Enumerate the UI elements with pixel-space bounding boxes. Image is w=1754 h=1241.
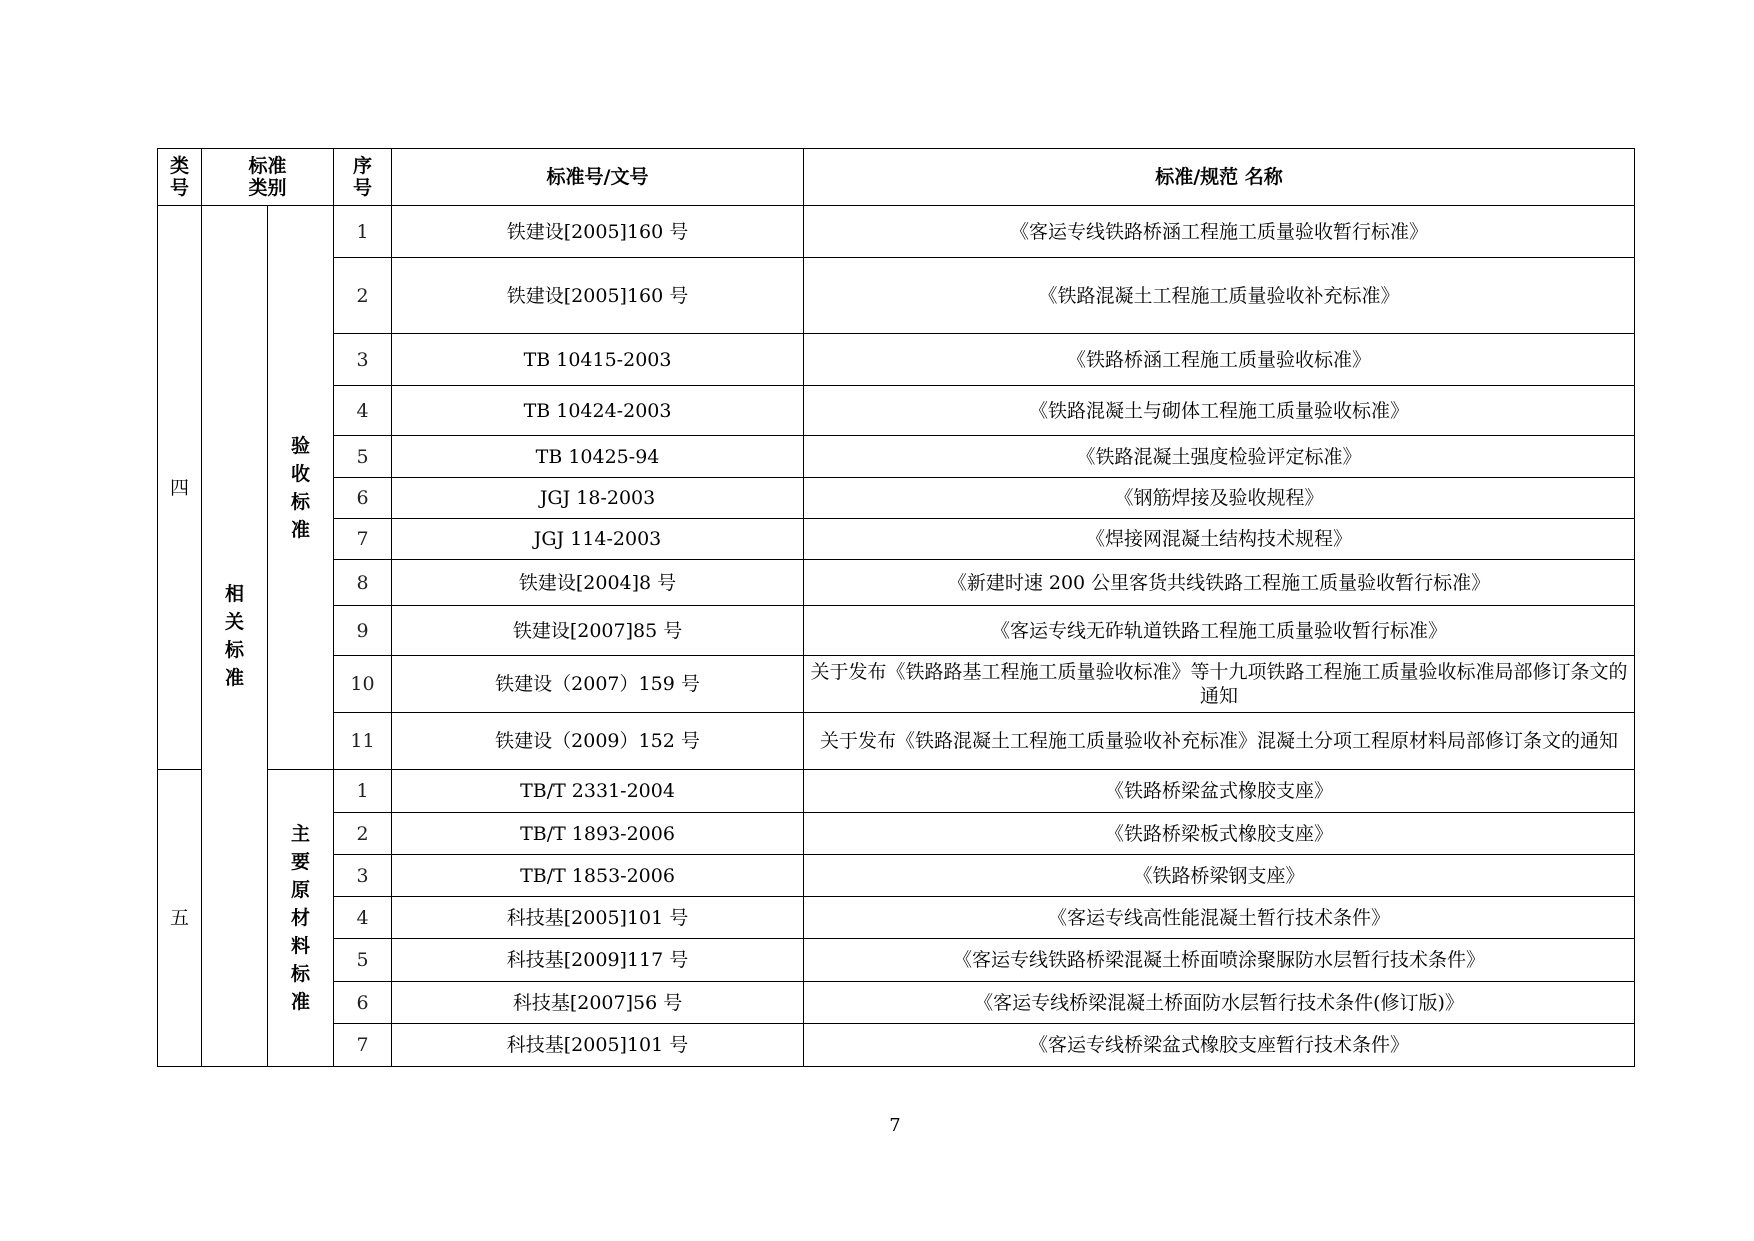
table-body [158, 206, 1635, 1067]
row-seq: 6 [334, 478, 392, 519]
table-row [158, 386, 1635, 436]
row-name: 《客运专线桥梁混凝土桥面防水层暂行技术条件(修订版)》 [804, 982, 1635, 1024]
row-code: TB/T 1853-2006 [392, 855, 804, 897]
table-row [158, 1024, 1635, 1067]
row-seq: 6 [334, 982, 392, 1024]
row-name: 《客运专线桥梁盆式橡胶支座暂行技术条件》 [804, 1024, 1635, 1067]
sub-category: 验收标准 [268, 206, 334, 770]
table-row [158, 813, 1635, 855]
row-code: 铁建设[2005]160 号 [392, 258, 804, 334]
row-code: TB/T 2331-2004 [392, 770, 804, 813]
row-name: 《焊接网混凝土结构技术规程》 [804, 519, 1635, 560]
table-row [158, 206, 1635, 258]
row-code: TB 10424-2003 [392, 386, 804, 436]
row-code: 科技基[2007]56 号 [392, 982, 804, 1024]
row-code: 铁建设（2007）159 号 [392, 656, 804, 713]
row-name: 《客运专线铁路桥梁混凝土桥面喷涂聚脲防水层暂行技术条件》 [804, 939, 1635, 982]
row-seq: 1 [334, 206, 392, 258]
main-category: 相关标准 [202, 206, 268, 1067]
row-seq: 5 [334, 939, 392, 982]
table-row [158, 897, 1635, 939]
table-row [158, 606, 1635, 656]
row-name: 《客运专线铁路桥涵工程施工质量验收暂行标准》 [804, 206, 1635, 258]
row-seq: 4 [334, 386, 392, 436]
row-seq: 3 [334, 334, 392, 386]
row-name: 《客运专线高性能混凝土暂行技术条件》 [804, 897, 1635, 939]
row-code: TB 10415-2003 [392, 334, 804, 386]
row-seq: 1 [334, 770, 392, 813]
table-row [158, 770, 1635, 813]
row-code: 科技基[2005]101 号 [392, 1024, 804, 1067]
row-seq: 11 [334, 713, 392, 770]
table-row [158, 982, 1635, 1024]
row-name: 《客运专线无砟轨道铁路工程施工质量验收暂行标准》 [804, 606, 1635, 656]
category-number: 四 [158, 206, 202, 770]
table-row [158, 656, 1635, 713]
sub-category: 主要原材料标准 [268, 770, 334, 1067]
row-name: 《铁路桥梁板式橡胶支座》 [804, 813, 1635, 855]
header-code: 标准号/文号 [392, 149, 804, 206]
row-name: 《钢筋焊接及验收规程》 [804, 478, 1635, 519]
row-seq: 2 [334, 258, 392, 334]
page-number: 7 [889, 1115, 901, 1136]
row-code: 科技基[2009]117 号 [392, 939, 804, 982]
row-name: 《铁路混凝土工程施工质量验收补充标准》 [804, 258, 1635, 334]
header-name: 标准/规范 名称 [804, 149, 1635, 206]
row-name: 关于发布《铁路路基工程施工质量验收标准》等十九项铁路工程施工质量验收标准局部修订条文的通知 [804, 656, 1635, 713]
row-code: TB 10425-94 [392, 436, 804, 478]
row-seq: 9 [334, 606, 392, 656]
table-row [158, 560, 1635, 606]
row-name: 《铁路混凝土与砌体工程施工质量验收标准》 [804, 386, 1635, 436]
row-code: JGJ 18-2003 [392, 478, 804, 519]
row-code: 铁建设（2009）152 号 [392, 713, 804, 770]
row-seq: 8 [334, 560, 392, 606]
table-row [158, 334, 1635, 386]
row-seq: 7 [334, 519, 392, 560]
table-row [158, 258, 1635, 334]
row-seq: 10 [334, 656, 392, 713]
row-name: 《新建时速 200 公里客货共线铁路工程施工质量验收暂行标准》 [804, 560, 1635, 606]
row-code: TB/T 1893-2006 [392, 813, 804, 855]
table-row [158, 436, 1635, 478]
table-row [158, 939, 1635, 982]
standards-table [157, 148, 1635, 1067]
row-seq: 2 [334, 813, 392, 855]
row-name: 《铁路桥梁钢支座》 [804, 855, 1635, 897]
row-code: 铁建设[2007]85 号 [392, 606, 804, 656]
header-category-no: 类号 [158, 149, 202, 206]
header-row [158, 149, 1635, 206]
row-code: 科技基[2005]101 号 [392, 897, 804, 939]
row-code: JGJ 114-2003 [392, 519, 804, 560]
row-seq: 4 [334, 897, 392, 939]
row-seq: 5 [334, 436, 392, 478]
row-seq: 7 [334, 1024, 392, 1067]
table-row [158, 519, 1635, 560]
row-name: 《铁路桥涵工程施工质量验收标准》 [804, 334, 1635, 386]
table-row [158, 478, 1635, 519]
header-standard-type: 标准类别 [202, 149, 334, 206]
row-name: 《铁路桥梁盆式橡胶支座》 [804, 770, 1635, 813]
row-name: 关于发布《铁路混凝土工程施工质量验收补充标准》混凝土分项工程原材料局部修订条文的通知 [804, 713, 1635, 770]
table-row [158, 713, 1635, 770]
row-code: 铁建设[2005]160 号 [392, 206, 804, 258]
table-row [158, 855, 1635, 897]
header-seq: 序号 [334, 149, 392, 206]
row-code: 铁建设[2004]8 号 [392, 560, 804, 606]
row-name: 《铁路混凝土强度检验评定标准》 [804, 436, 1635, 478]
category-number: 五 [158, 770, 202, 1067]
row-seq: 3 [334, 855, 392, 897]
